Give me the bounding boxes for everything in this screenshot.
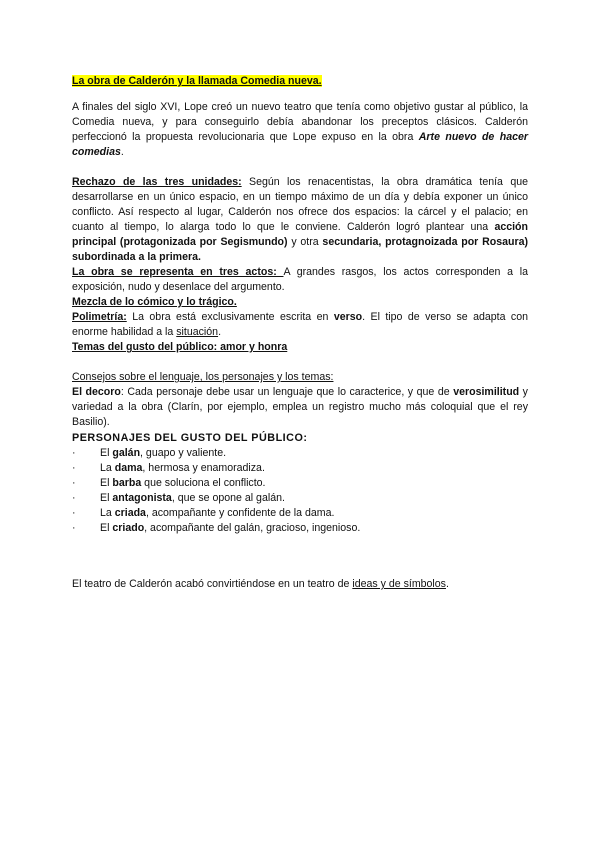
item-description: , hermosa y enamoradiza. — [142, 462, 265, 474]
mezcla-heading: Mezcla de lo cómico y lo trágico. — [72, 296, 237, 308]
decoro-paragraph — [72, 385, 528, 430]
final-end: . — [445, 578, 449, 590]
polimetria-bold: verso — [333, 311, 363, 323]
final-text: El teatro de Calderón acabó convirtiéndose en un teatro de — [72, 578, 353, 590]
item-description: que soluciona el conflicto. — [141, 477, 266, 489]
bullet: · — [72, 522, 76, 534]
item-description: , guapo y valiente. — [140, 447, 227, 459]
decoro-text-1: : Cada personaje debe usar un lenguaje que lo caracterice, y que de — [120, 386, 454, 398]
item-prefix: La — [100, 507, 115, 519]
personajes-list — [72, 446, 528, 536]
unidades-text-1: Según los renacentistas, la obra dramática tenía que desarrollarse en un único espacio, en un tiempo máximo de un día y debía exponer un único conflicto. Así respecto al lugar, Calderón nos ofrece dos espacios: la cárcel y el palacio; en cuanto al tiempo, lo alarga todo lo que le conviene. Calderón logró plantear una — [72, 176, 528, 233]
item-description: , acompañante y confidente de la dama. — [145, 507, 335, 519]
unidades-bold-2: secundaria, protagnoizada por Rosaura) subordinada a la primera. — [72, 236, 528, 263]
spacer — [72, 160, 528, 175]
document-body — [72, 74, 528, 592]
actos-text: A grandes rasgos, los actos corresponden a la exposición, nudo y desenlace del argumento. — [72, 266, 528, 293]
polimetria-paragraph — [72, 310, 528, 340]
bullet: · — [72, 507, 76, 519]
situacion-link[interactable]: situación — [176, 326, 219, 338]
ideas-simbolos-link[interactable]: ideas y de símbolos — [352, 578, 446, 590]
item-name: barba — [112, 477, 142, 489]
item-name: criado — [112, 522, 145, 534]
item-prefix: El — [100, 492, 113, 504]
list-item — [72, 446, 528, 461]
list-item — [72, 476, 528, 491]
item-name: dama — [114, 462, 143, 474]
temas-heading: Temas del gusto del público: amor y honra — [72, 341, 288, 353]
temas-paragraph — [72, 340, 528, 355]
polimetria-end: . — [218, 326, 222, 338]
item-name: antagonista — [112, 492, 172, 504]
intro-text: A finales del siglo XVI, Lope creó un nuevo teatro que tenía como objetivo gustar al público, la Comedia nueva, y para conseguirlo debía abandonar los preceptos clásicos. Calderón perfeccionó la propuesta revolucionaria que Lope expuso en la obra — [72, 101, 528, 143]
item-prefix: El — [100, 522, 113, 534]
decoro-text-2: y variedad a la obra (Clarín, por ejemplo, emplea un registro mucho más coloquial que el rey Basilio). — [72, 386, 528, 428]
unidades-bold-1: acción principal (protagonizada por Segismundo) — [72, 221, 528, 248]
item-prefix: La — [100, 462, 115, 474]
decoro-bold: verosimilitud — [453, 386, 520, 398]
bullet: · — [72, 492, 76, 504]
consejos-heading: Consejos sobre el lenguaje, los personajes y los temas: — [72, 371, 334, 383]
list-item — [72, 521, 528, 536]
intro-paragraph — [72, 100, 528, 160]
personajes-heading: PERSONAJES DEL GUSTO DEL PÚBLICO: — [72, 432, 308, 444]
mezcla-paragraph — [72, 295, 528, 310]
polimetria-text-1: La obra está exclusivamente escrita en — [126, 311, 334, 323]
bullet: · — [72, 477, 76, 489]
item-prefix: El — [100, 447, 113, 459]
item-description: , acompañante del galán, gracioso, ingenioso. — [144, 522, 361, 534]
decoro-label: El decoro — [72, 386, 121, 398]
intro-work-title: Arte nuevo de hacer comedias — [72, 131, 528, 158]
item-name: galán — [112, 447, 141, 459]
unidades-paragraph — [72, 175, 528, 265]
actos-heading: La obra se representa en tres actos: — [72, 266, 284, 278]
unidades-text-2: y otra — [287, 236, 323, 248]
consejos-heading-line — [72, 370, 528, 385]
polimetria-text-2: . El tipo de verso se adapta con enorme habilidad a la — [72, 311, 528, 338]
unidades-heading: Rechazo de las tres unidades: — [72, 176, 242, 188]
list-item — [72, 461, 528, 476]
list-item — [72, 491, 528, 506]
item-prefix: El — [100, 477, 113, 489]
actos-paragraph — [72, 265, 528, 295]
item-name: criada — [114, 507, 146, 519]
bullet: · — [72, 447, 76, 459]
bullet: · — [72, 462, 76, 474]
final-paragraph — [72, 577, 528, 592]
list-item — [72, 506, 528, 521]
spacer — [72, 355, 528, 370]
polimetria-heading: Polimetría: — [72, 311, 127, 323]
document-title: La obra de Calderón y la llamada Comedia nueva. — [72, 75, 322, 87]
item-description: , que se opone al galán. — [171, 492, 285, 504]
intro-end: . — [120, 146, 124, 158]
title-line — [72, 74, 528, 89]
